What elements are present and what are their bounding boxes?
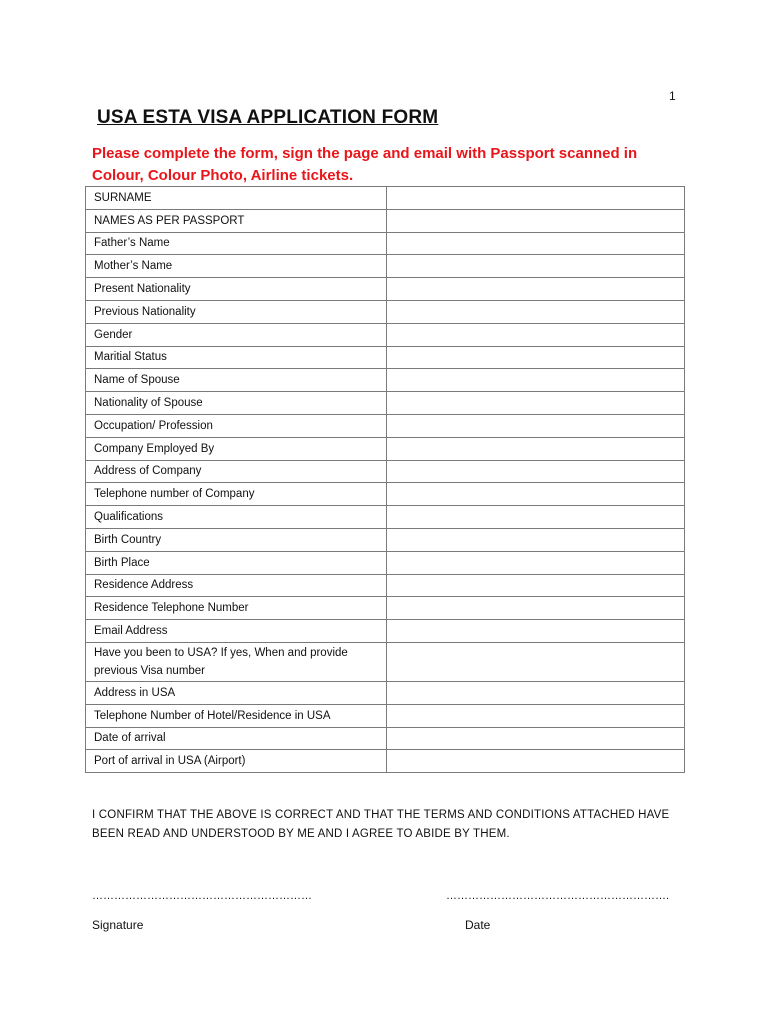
field-value-cell[interactable] xyxy=(387,727,685,750)
form-row xyxy=(86,369,685,392)
field-label: Address of Company xyxy=(86,460,387,483)
form-row xyxy=(86,727,685,750)
form-row xyxy=(86,209,685,232)
instruction-text: Please complete the form, sign the page and email with Passport scanned in Colour, Colour Photo, Airline tickets. xyxy=(92,145,638,184)
field-label: Mother’s Name xyxy=(86,255,387,278)
application-form-table xyxy=(85,186,685,773)
form-row xyxy=(86,437,685,460)
form-row xyxy=(86,187,685,210)
date-line[interactable]: ……………………………………………………. xyxy=(446,890,670,902)
field-value-cell[interactable] xyxy=(387,704,685,727)
field-label: Qualifications xyxy=(86,506,387,529)
field-label: Present Nationality xyxy=(86,278,387,301)
field-value-cell[interactable] xyxy=(387,642,685,681)
form-row xyxy=(86,323,685,346)
field-value-cell[interactable] xyxy=(387,483,685,506)
form-row xyxy=(86,483,685,506)
field-label: Address in USA xyxy=(86,681,387,704)
field-label: Nationality of Spouse xyxy=(86,392,387,415)
field-value-cell[interactable] xyxy=(387,551,685,574)
form-row xyxy=(86,255,685,278)
field-value-cell[interactable] xyxy=(387,300,685,323)
form-row xyxy=(86,392,685,415)
field-value-cell[interactable] xyxy=(387,414,685,437)
field-label: SURNAME xyxy=(86,187,387,210)
field-label: Date of arrival xyxy=(86,727,387,750)
field-label: Port of arrival in USA (Airport) xyxy=(86,750,387,773)
field-value-cell[interactable] xyxy=(387,232,685,255)
field-value-cell[interactable] xyxy=(387,209,685,232)
field-value-cell[interactable] xyxy=(387,369,685,392)
field-label: Name of Spouse xyxy=(86,369,387,392)
field-value-cell[interactable] xyxy=(387,392,685,415)
field-label: Email Address xyxy=(86,620,387,643)
form-row xyxy=(86,278,685,301)
form-row xyxy=(86,528,685,551)
field-value-cell[interactable] xyxy=(387,460,685,483)
date-label: Date xyxy=(465,918,491,932)
field-label: Maritial Status xyxy=(86,346,387,369)
field-label: Telephone number of Company xyxy=(86,483,387,506)
field-value-cell[interactable] xyxy=(387,255,685,278)
field-label: Company Employed By xyxy=(86,437,387,460)
form-row xyxy=(86,551,685,574)
field-label: Previous Nationality xyxy=(86,300,387,323)
field-value-cell[interactable] xyxy=(387,597,685,620)
form-row xyxy=(86,506,685,529)
field-label: Father’s Name xyxy=(86,232,387,255)
form-row xyxy=(86,642,685,681)
field-value-cell[interactable] xyxy=(387,620,685,643)
form-row xyxy=(86,346,685,369)
field-label: Birth Country xyxy=(86,528,387,551)
field-value-cell[interactable] xyxy=(387,750,685,773)
field-value-cell[interactable] xyxy=(387,187,685,210)
confirmation-statement: I CONFIRM THAT THE ABOVE IS CORRECT AND THAT THE TERMS AND CONDITIONS ATTACHED HAVE BEEN READ AND UNDERSTOOD BY ME AND I AGREE TO ABIDE BY THEM. xyxy=(92,809,670,840)
field-value-cell[interactable] xyxy=(387,574,685,597)
field-label: Birth Place xyxy=(86,551,387,574)
field-value-cell[interactable] xyxy=(387,528,685,551)
form-row xyxy=(86,460,685,483)
form-row xyxy=(86,620,685,643)
form-row xyxy=(86,597,685,620)
form-row xyxy=(86,574,685,597)
form-row xyxy=(86,704,685,727)
page-title: USA ESTA VISA APPLICATION FORM xyxy=(97,107,439,128)
field-value-cell[interactable] xyxy=(387,278,685,301)
field-label: Gender xyxy=(86,323,387,346)
form-row xyxy=(86,300,685,323)
form-row xyxy=(86,232,685,255)
field-label: NAMES AS PER PASSPORT xyxy=(86,209,387,232)
field-label: Residence Telephone Number xyxy=(86,597,387,620)
signature-line[interactable]: …………………………………………………… xyxy=(92,890,312,902)
page-number: 1 xyxy=(669,89,676,103)
field-value-cell[interactable] xyxy=(387,681,685,704)
field-label: Telephone Number of Hotel/Residence in USA xyxy=(86,704,387,727)
form-row xyxy=(86,681,685,704)
field-label: Residence Address xyxy=(86,574,387,597)
form-row xyxy=(86,414,685,437)
field-value-cell[interactable] xyxy=(387,506,685,529)
field-value-cell[interactable] xyxy=(387,437,685,460)
signature-label: Signature xyxy=(92,918,144,932)
field-value-cell[interactable] xyxy=(387,346,685,369)
field-value-cell[interactable] xyxy=(387,323,685,346)
field-label: Have you been to USA? If yes, When and provide previous Visa number xyxy=(86,642,387,681)
form-row xyxy=(86,750,685,773)
field-label: Occupation/ Profession xyxy=(86,414,387,437)
